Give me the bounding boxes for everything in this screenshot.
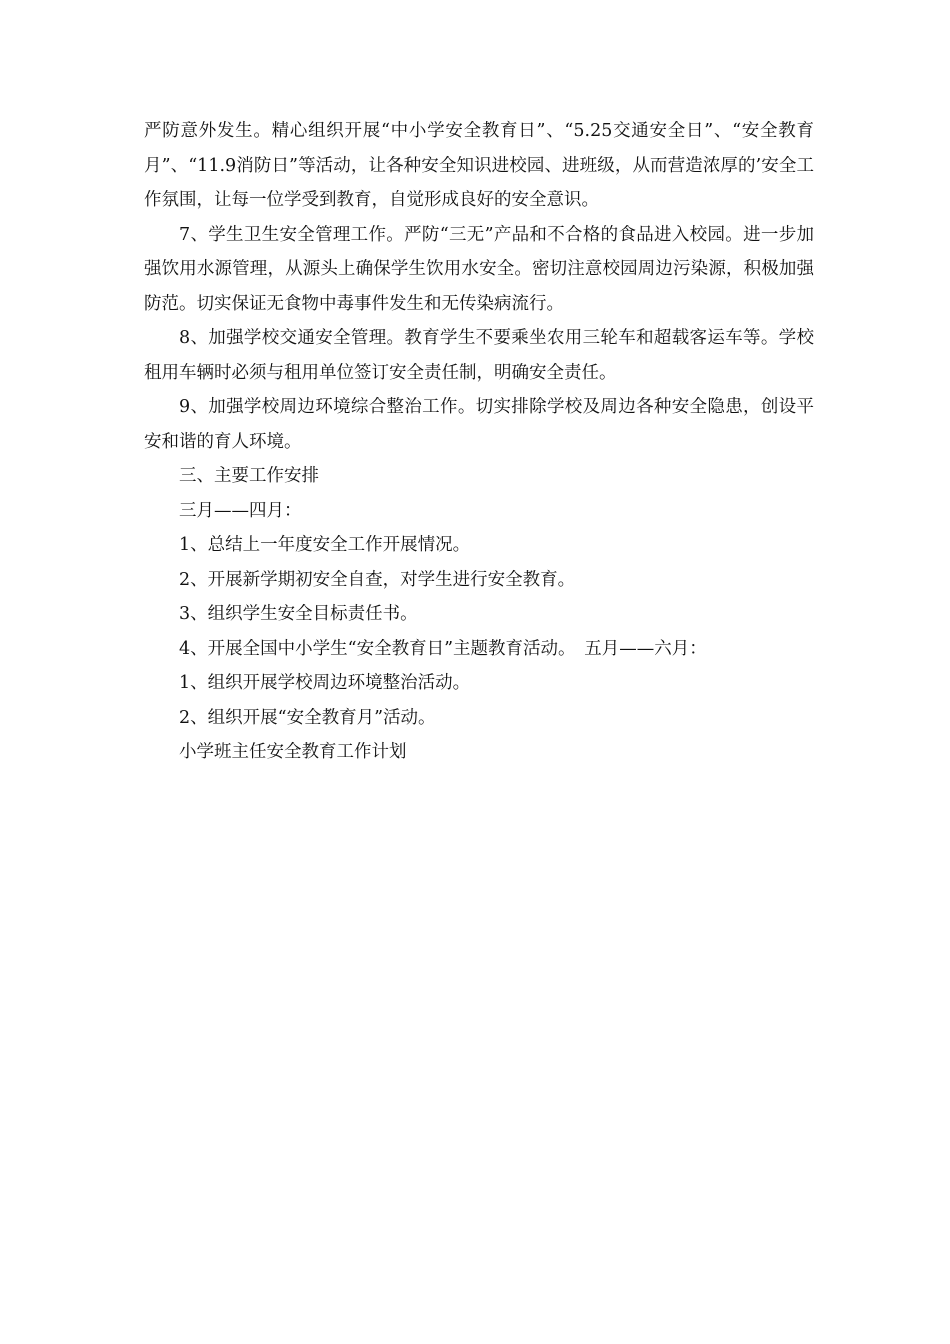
paragraph-safety-activities: 严防意外发生。精心组织开展“中小学安全教育日”、“5.25交通安全日”、“安全教育月”、“11.9消防日”等活动，让各种安全知识进校园、进班级，从而营造浓厚的’安全工作氛围，让每一位学受到教育，自觉形成良好的安全意识。 [144,121,814,210]
schedule-item-1: 1、总结上一年度安全工作开展情况。 [179,535,471,555]
paragraph-item-7-hygiene: 7、学生卫生安全管理工作。严防“三无”产品和不合格的食品进入校园。进一步加强饮用水源管理，从源头上确保学生饮用水安全。密切注意校园周边污染源，积极加强防范。切实保证无食物中毒事件发生和无传染病流行。 [144,224,814,314]
schedule-item-may-1: 1、组织开展学校周边环境整治活动。 [179,673,471,693]
document-body [144,114,814,770]
schedule-item-2: 2、开展新学期初安全自查，对学生进行安全教育。 [179,569,576,590]
next-document-title: 小学班主任安全教育工作计划 [179,742,407,762]
schedule-item-4: 4、开展全国中小学生“安全教育日”主题教育活动。 五月——六月： [179,638,707,659]
schedule-period-march-april: 三月——四月： [179,500,302,521]
schedule-item-may-2: 2、组织开展“安全教育月”活动。 [179,707,436,728]
section-heading-work-schedule: 三、主要工作安排 [179,466,319,486]
paragraph-item-8-traffic: 8、加强学校交通安全管理。教育学生不要乘坐农用三轮车和超载客运车等。学校租用车辆时必须与租用单位签订安全责任制，明确安全责任。 [144,328,814,383]
schedule-item-3: 3、组织学生安全目标责任书。 [179,604,418,624]
paragraph-item-9-environment: 9、加强学校周边环境综合整治工作。切实排除学校及周边各种安全隐患，创设平安和谐的育人环境。 [144,397,814,452]
